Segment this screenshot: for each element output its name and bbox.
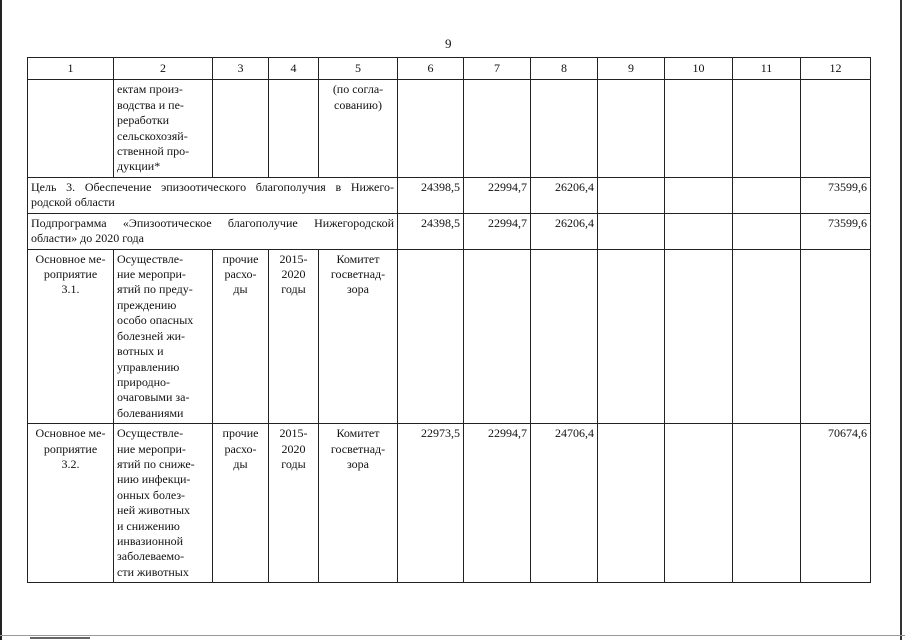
scan-bottom-mark xyxy=(30,637,90,639)
value-cell: 22994,7 xyxy=(464,424,531,583)
cell xyxy=(598,177,665,213)
cell xyxy=(464,249,531,423)
cell xyxy=(464,80,531,177)
cell xyxy=(598,213,665,249)
table-row-continuation xyxy=(28,80,871,177)
header-cell: 6 xyxy=(398,58,464,80)
cell xyxy=(665,80,733,177)
expense-type: прочие расхо- ды xyxy=(213,249,269,423)
measure-number: Основное ме- роприятие 3.2. xyxy=(28,424,114,583)
subprogram-label: Подпрограмма «Эпизоотическое благополучие Нижегородской области» до 2020 года xyxy=(28,213,398,249)
cell xyxy=(398,80,464,177)
total-cell: 73599,6 xyxy=(801,213,871,249)
cell xyxy=(28,80,114,177)
cell xyxy=(598,249,665,423)
period: 2015- 2020 годы xyxy=(269,249,319,423)
cell xyxy=(665,424,733,583)
cell xyxy=(531,249,598,423)
header-cell: 4 xyxy=(269,58,319,80)
cell xyxy=(801,80,871,177)
scan-right-edge xyxy=(900,0,902,640)
page-number: 9 xyxy=(445,36,452,51)
period: 2015- 2020 годы xyxy=(269,424,319,583)
total-cell: 73599,6 xyxy=(801,177,871,213)
header-cell: 7 xyxy=(464,58,531,80)
header-cell: 3 xyxy=(213,58,269,80)
scan-left-edge xyxy=(0,0,2,640)
cell xyxy=(801,249,871,423)
value-cell: 24398,5 xyxy=(398,213,464,249)
header-cell: 12 xyxy=(801,58,871,80)
cell-executor: (по согла- сованию) xyxy=(319,80,398,177)
table-header-row xyxy=(28,58,871,80)
cell xyxy=(665,213,733,249)
value-cell: 22994,7 xyxy=(464,213,531,249)
scan-bottom-edge xyxy=(0,635,905,636)
total-cell: 70674,6 xyxy=(801,424,871,583)
expense-type: прочие расхо- ды xyxy=(213,424,269,583)
cell xyxy=(733,213,801,249)
header-cell: 10 xyxy=(665,58,733,80)
cell xyxy=(733,424,801,583)
header-cell: 8 xyxy=(531,58,598,80)
cell xyxy=(733,249,801,423)
cell xyxy=(733,80,801,177)
value-cell: 24706,4 xyxy=(531,424,598,583)
header-cell: 11 xyxy=(733,58,801,80)
value-cell: 26206,4 xyxy=(531,177,598,213)
executor: Комитет госветнад- зора xyxy=(319,249,398,423)
value-cell: 22973,5 xyxy=(398,424,464,583)
table-row-measure-3-1 xyxy=(28,249,871,423)
measure-description: Осуществле- ние меропри- ятий по сниже- нию инфекци- онных болез- ней животных и снижению инвазионной заболеваемо- сти животных xyxy=(114,424,213,583)
table-row-goal-3 xyxy=(28,177,871,213)
program-table xyxy=(27,57,871,583)
measure-number: Основное ме- роприятие 3.1. xyxy=(28,249,114,423)
executor: Комитет госветнад- зора xyxy=(319,424,398,583)
cell xyxy=(665,177,733,213)
measure-description: Осуществле- ние меропри- ятий по преду- преждению особо опасных болезней жи- вотных и управлению природно- очаговыми за- болеваниями xyxy=(114,249,213,423)
table-row-measure-3-2 xyxy=(28,424,871,583)
header-cell: 2 xyxy=(114,58,213,80)
value-cell: 24398,5 xyxy=(398,177,464,213)
cell xyxy=(665,249,733,423)
value-cell: 22994,7 xyxy=(464,177,531,213)
cell xyxy=(733,177,801,213)
cell xyxy=(398,249,464,423)
cell xyxy=(598,424,665,583)
cell-description: ектам произ- водства и пе- реработки сельскохозяй- ственной про- дукции* xyxy=(114,80,213,177)
cell xyxy=(531,80,598,177)
header-cell: 1 xyxy=(28,58,114,80)
table-row-subprogram xyxy=(28,213,871,249)
header-cell: 5 xyxy=(319,58,398,80)
cell xyxy=(213,80,269,177)
value-cell: 26206,4 xyxy=(531,213,598,249)
goal-label: Цель 3. Обеспечение эпизоотического благополучия в Нижего-родской области xyxy=(28,177,398,213)
cell xyxy=(598,80,665,177)
cell xyxy=(269,80,319,177)
header-cell: 9 xyxy=(598,58,665,80)
